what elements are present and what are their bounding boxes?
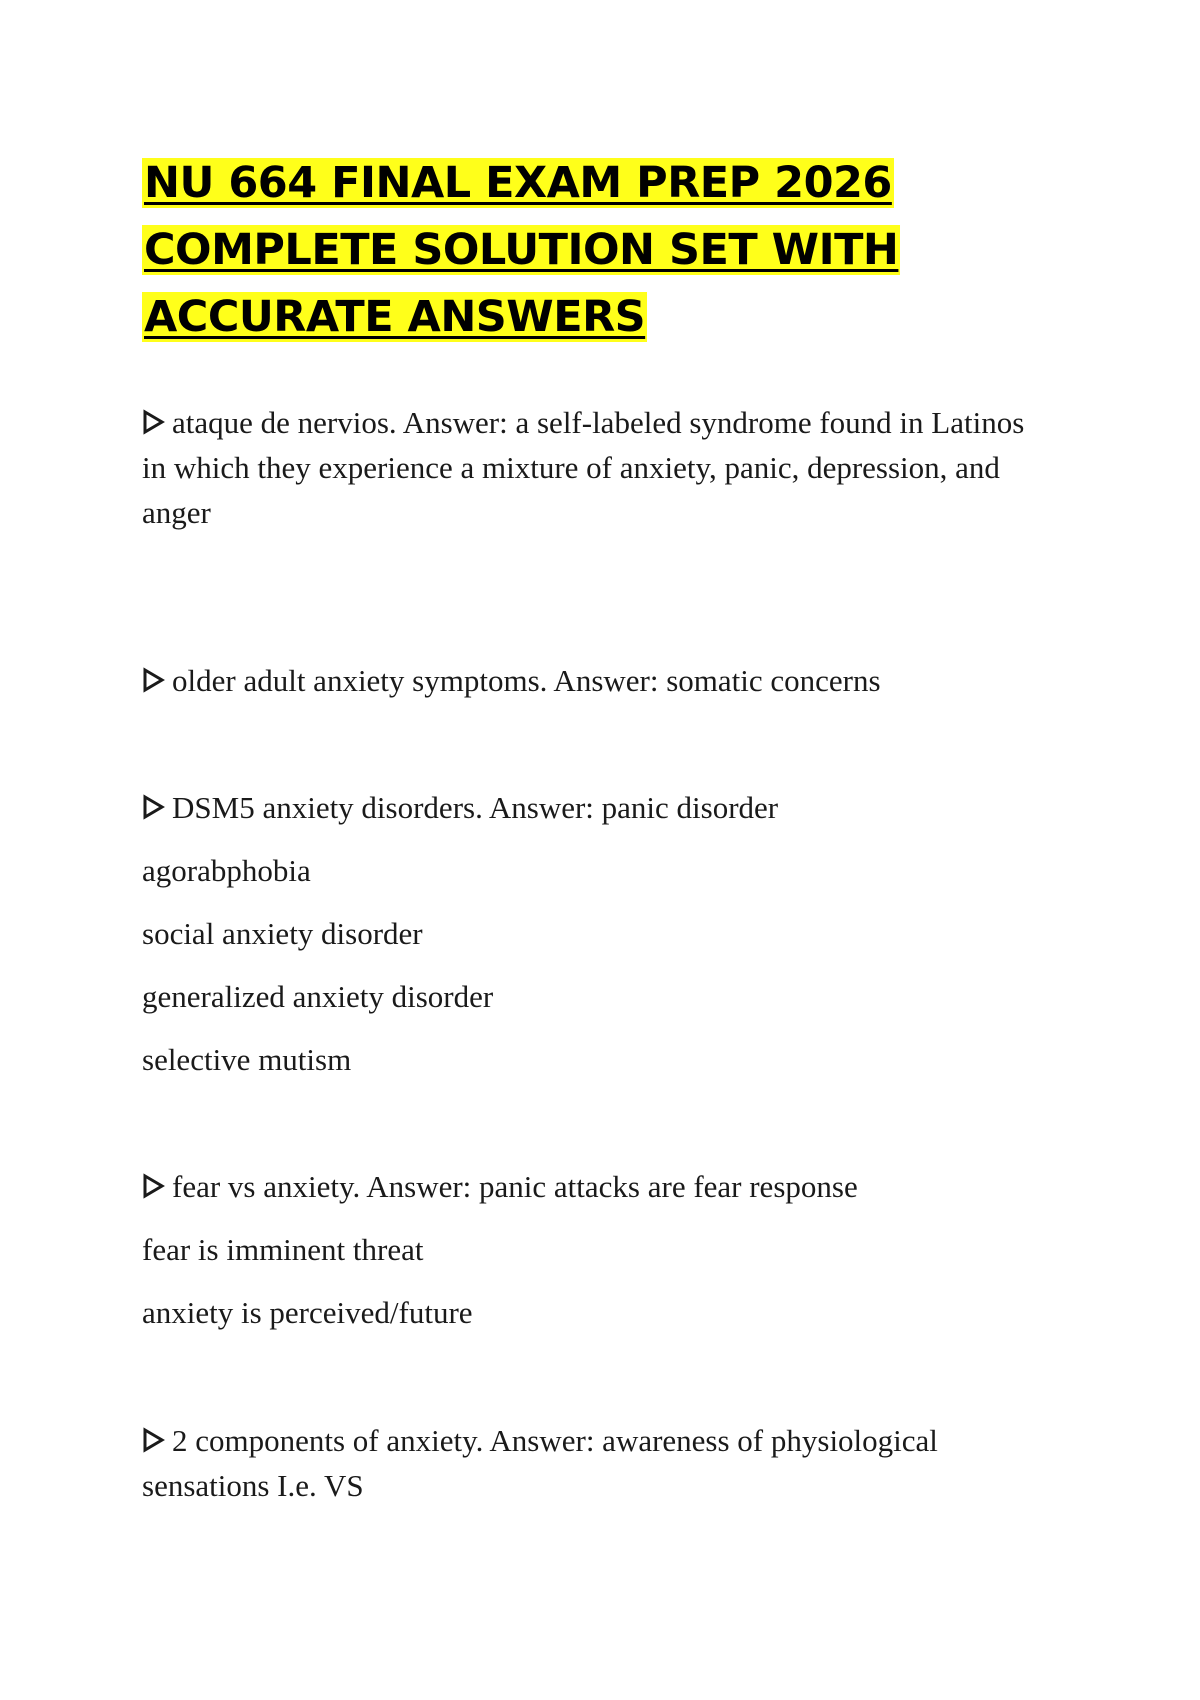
answer-line: anxiety is perceived/future	[142, 1295, 473, 1330]
title-line: COMPLETE SOLUTION SET WITH	[144, 225, 899, 275]
qa-text: in which they experience a mixture of anxiety, panic, depression, and	[142, 450, 1000, 485]
qa-text: anger	[142, 495, 211, 530]
qa-text: sensations I.e. VS	[142, 1468, 364, 1503]
answer-line: social anxiety disorder	[142, 916, 423, 951]
bullet-arrow-icon	[142, 1173, 168, 1199]
qa-item	[142, 785, 1062, 1082]
qa-text: 2 components of anxiety. Answer: awareness of physiological	[172, 1423, 938, 1458]
answer-line: fear is imminent threat	[142, 1232, 424, 1267]
qa-text: ataque de nervios. Answer: a self-labeled syndrome found in Latinos	[172, 405, 1025, 440]
bullet-arrow-icon	[142, 409, 168, 435]
bullet-arrow-icon	[142, 1427, 168, 1453]
qa-item	[142, 1418, 1062, 1508]
qa-text: DSM5 anxiety disorders. Answer: panic disorder	[172, 790, 779, 825]
qa-text: fear vs anxiety. Answer: panic attacks are fear response	[172, 1169, 858, 1204]
answer-line: selective mutism	[142, 1042, 352, 1077]
bullet-arrow-icon	[142, 667, 168, 693]
bullet-arrow-icon	[142, 794, 168, 820]
qa-text: older adult anxiety symptoms. Answer: somatic concerns	[172, 663, 881, 698]
qa-item	[142, 1164, 1062, 1335]
document-title	[142, 150, 1042, 351]
qa-item	[142, 658, 1062, 703]
answer-line: generalized anxiety disorder	[142, 979, 494, 1014]
qa-item	[142, 400, 1062, 535]
answer-line: agorabphobia	[142, 853, 311, 888]
title-line: ACCURATE ANSWERS	[144, 292, 646, 342]
title-line: NU 664 FINAL EXAM PREP 2026	[144, 158, 892, 208]
